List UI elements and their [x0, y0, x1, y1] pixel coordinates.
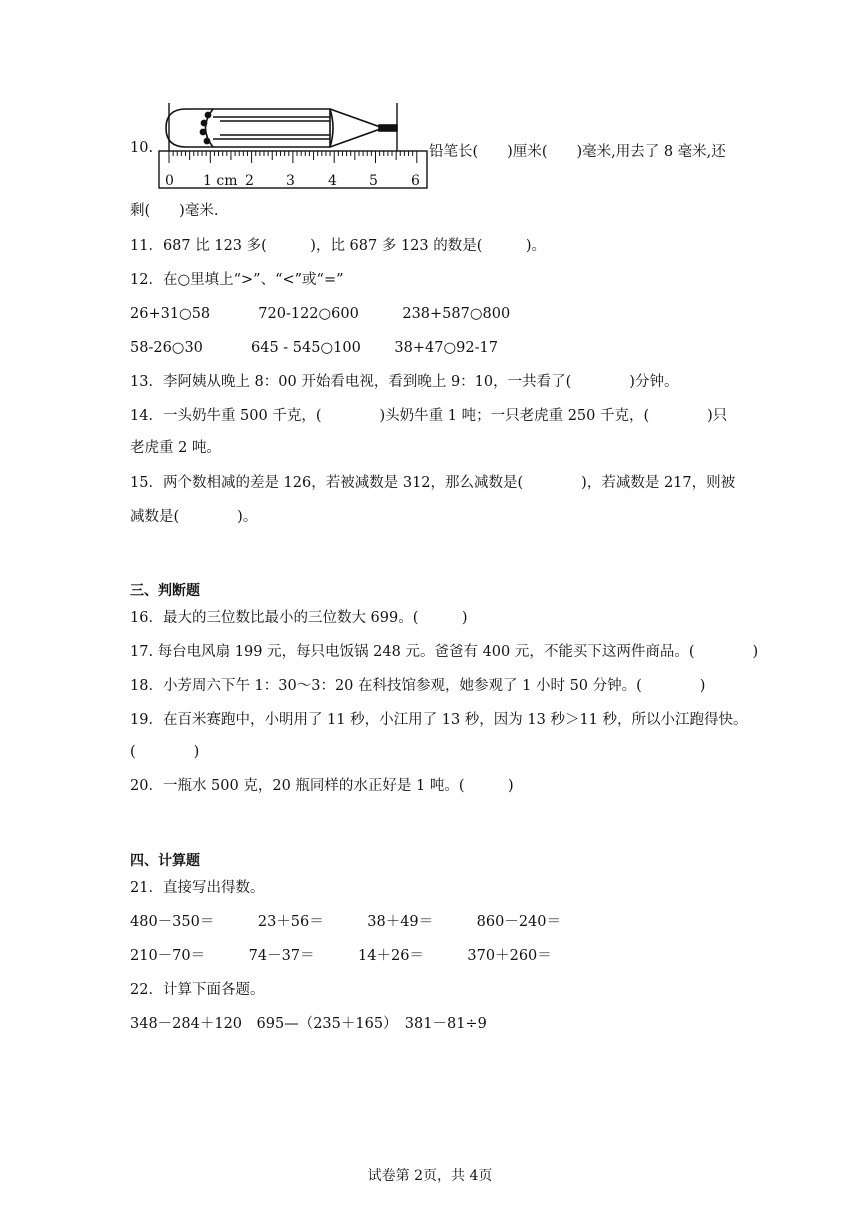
section-4-heading: 四、计算题: [130, 853, 200, 869]
question-19-line1: 19．在百米赛跑中，小明用了 11 秒，小江用了 13 秒，因为 13 秒＞11 秒，所以小江跑得快。: [130, 712, 748, 728]
ruler-icon: [159, 151, 427, 189]
ruler-label-4: 4: [328, 173, 337, 189]
question-14-line2: 老虎重 2 吨。: [130, 440, 221, 456]
question-22-row1: 348－284＋120 695—（235＋165） 381－81÷9: [130, 1016, 487, 1032]
ruler-label-5: 5: [369, 173, 378, 189]
question-15-line1: 15．两个数相减的差是 126，若被减数是 312，那么减数是( )，若减数是 217，则被: [130, 475, 736, 491]
question-12-row2: 58-26○30 645 - 545○100 38+47○92-17: [130, 340, 498, 356]
question-15-line2: 减数是( )。: [130, 509, 258, 525]
ruler-label-2: 2: [245, 173, 254, 189]
ruler-label-6: 6: [411, 173, 420, 189]
ruler-label-1: 1 cm: [203, 173, 238, 189]
section-3-heading: 三、判断题: [130, 583, 200, 599]
pencil-icon: [166, 109, 397, 147]
question-16: 16．最大的三位数比最小的三位数大 699。( ): [130, 610, 468, 626]
question-12-title: 12．在○里填上“>”、“<”或“=”: [130, 272, 344, 288]
question-10-continuation: 剩( )毫米.: [130, 203, 219, 219]
pencil-ruler-diagram: [158, 103, 428, 189]
question-10-number: 10.: [130, 140, 154, 156]
question-17: 17. 每台电风扇 199 元，每只电饭锅 248 元。爸爸有 400 元，不能买下这两件商品。( ): [130, 644, 759, 660]
question-14-line1: 14．一头奶牛重 500 千克，( )头奶牛重 1 吨；一只老虎重 250 千克，( )只: [130, 408, 728, 424]
question-21-row1: 480－350＝ 23＋56＝ 38＋49＝ 860－240＝: [130, 914, 562, 930]
question-19-line2: ( ): [130, 744, 200, 760]
question-13: 13．李阿姨从晚上 8：00 开始看电视，看到晚上 9：10，一共看了( )分钟。: [130, 374, 679, 390]
page-footer: 试卷第 2页，共 4页: [367, 1168, 493, 1184]
question-21-title: 21．直接写出得数。: [130, 880, 265, 896]
ruler-label-3: 3: [286, 173, 295, 189]
question-12-row1: 26+31○58 720-122○600 238+587○800: [130, 306, 511, 322]
question-20: 20．一瓶水 500 克，20 瓶同样的水正好是 1 吨。( ): [130, 778, 514, 794]
ruler-label-0: 0: [165, 173, 174, 189]
question-10-text: 铅笔长( )厘米( )毫米,用去了 8 毫米,还: [429, 144, 726, 160]
question-22-title: 22．计算下面各题。: [130, 982, 265, 998]
question-18: 18．小芳周六下午 1：30～3：20 在科技馆参观，她参观了 1 小时 50 分钟。( ): [130, 678, 706, 694]
question-11: 11．687 比 123 多( )，比 687 多 123 的数是( )。: [130, 238, 547, 254]
question-21-row2: 210－70＝ 74－37＝ 14＋26＝ 370＋260＝: [130, 948, 552, 964]
